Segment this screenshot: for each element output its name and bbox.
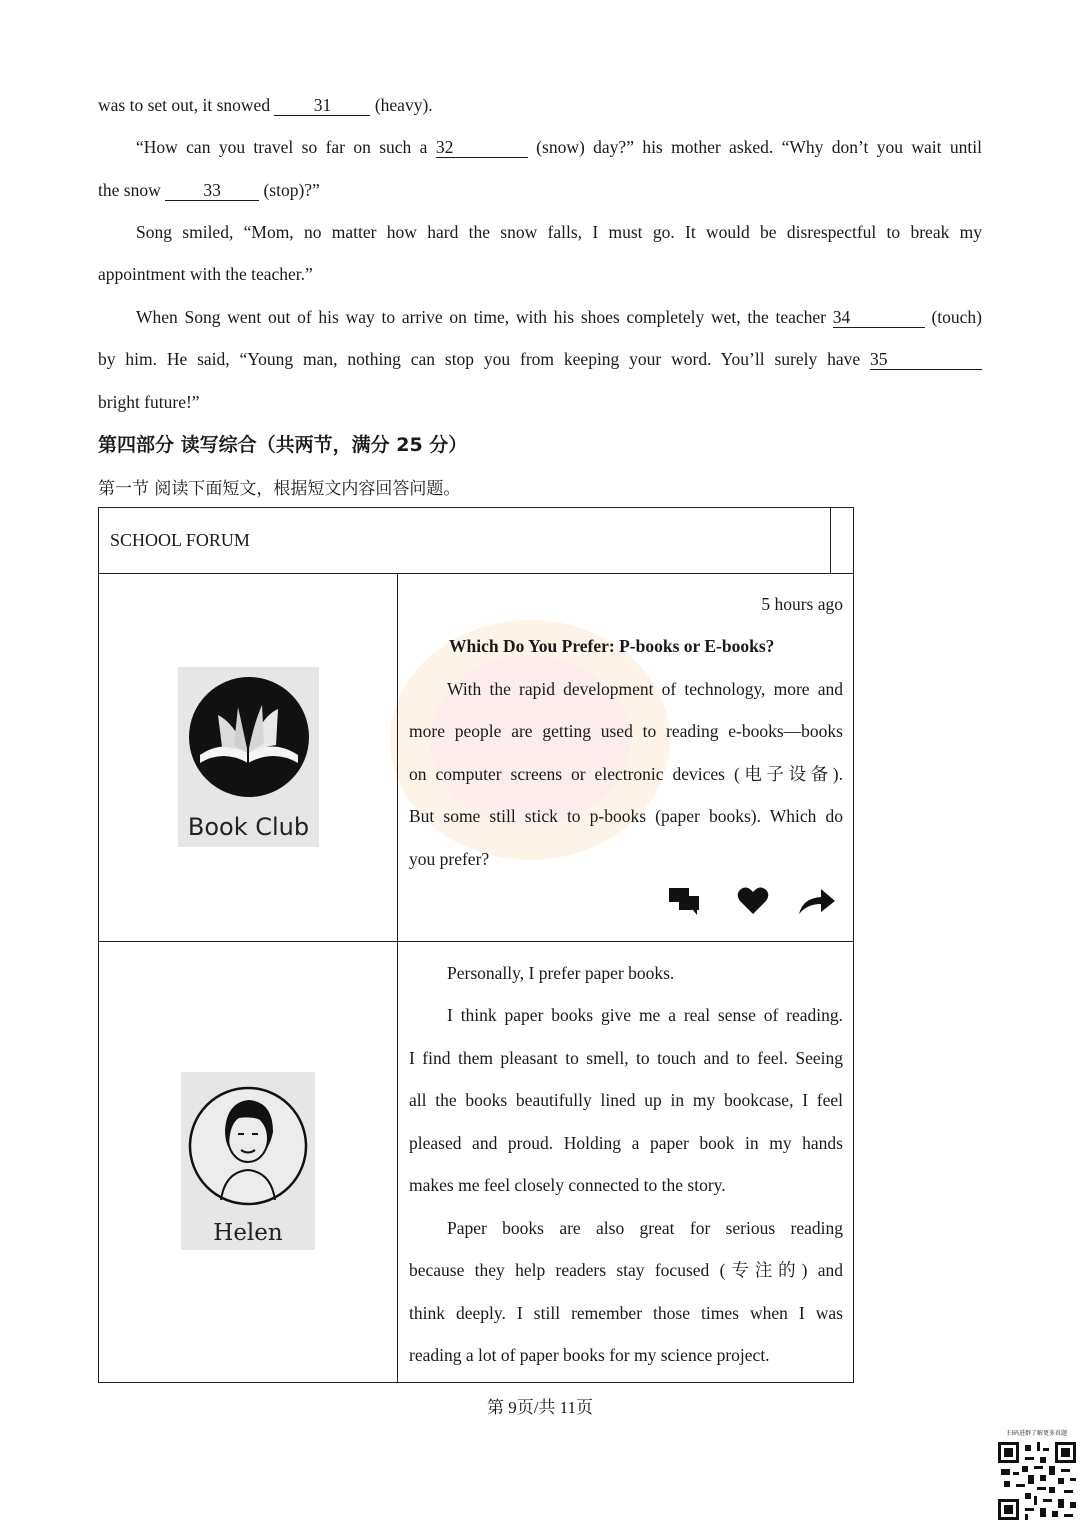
heart-icon[interactable]: [737, 886, 769, 916]
forum-title: SCHOOL FORUM: [110, 530, 250, 550]
column-divider: [397, 573, 398, 1382]
page-number: 第 9页/共 11页: [486, 1398, 594, 1417]
reply-line-4: all the books beautifully lined up in my bookcase, I feel: [409, 1090, 843, 1110]
passage-line-2: “How can you travel so far on such a 32 (snow) day?” his mother asked. “Why don’t you wait until: [136, 137, 982, 157]
passage-line-4: Song smiled, “Mom, no matter how hard the snow falls, I must go. It would be disrespectful to break my: [136, 222, 982, 242]
reply-line-1: Personally, I prefer paper books.: [447, 963, 675, 983]
reply-line-5: pleased and proud. Holding a paper book in my hands: [409, 1133, 843, 1153]
reply-line-8: because they help readers stay focused (专注的) and: [409, 1260, 843, 1280]
passage-line-8: bright future!”: [98, 392, 200, 412]
comment-icon[interactable]: [667, 886, 703, 916]
reply-line-10: reading a lot of paper books for my science project.: [409, 1345, 770, 1365]
forum-header: [99, 508, 831, 573]
passage-line-6: When Song went out of his way to arrive on time, with his shoes completely wet, the teacher 34 (touch): [136, 307, 982, 327]
section-subheading: 第一节 阅读下面短文，根据短文内容回答问题。: [98, 479, 461, 499]
book-club-avatar: [178, 667, 319, 847]
book-club-label: Book Club: [187, 813, 310, 841]
blank-34: 34: [833, 307, 925, 328]
blank-31: 31: [274, 95, 370, 116]
girl-portrait-icon: [181, 1072, 315, 1222]
reply-line-2: I think paper books give me a real sense of reading.: [447, 1005, 843, 1025]
school-forum-table: [98, 507, 854, 1383]
helen-avatar: [181, 1072, 315, 1250]
qr-caption: 扫码进群了解更多真题: [1006, 1430, 1067, 1437]
reply-line-6: makes me feel closely connected to the story.: [409, 1175, 726, 1195]
blank-35: 35: [870, 349, 982, 370]
section-heading: 第四部分 读写综合（共两节，满分 25 分）: [98, 434, 468, 456]
qr-code-icon[interactable]: [998, 1442, 1076, 1520]
passage-line-7: by him. He said, “Young man, nothing can stop you from keeping your word. You’ll surely have 35: [98, 347, 982, 371]
reply-line-7: Paper books are also great for serious reading: [447, 1218, 843, 1238]
reply-line-3: I find them pleasant to smell, to touch and to feel. Seeing: [409, 1048, 843, 1068]
post-actions: [659, 886, 839, 922]
post-line-2: more people are getting used to reading e-books—books: [409, 721, 843, 741]
post-line-1: With the rapid development of technology, more and: [447, 679, 843, 699]
post-line-5: you prefer?: [409, 849, 490, 869]
post-time: 5 hours ago: [761, 594, 843, 614]
passage-line-1: was to set out, it snowed 31 (heavy).: [98, 95, 433, 115]
post-line-3: on computer screens or electronic devices (电子设备).: [409, 764, 843, 784]
share-icon[interactable]: [797, 886, 837, 916]
header-divider: [99, 573, 853, 574]
blank-33: 33: [165, 180, 259, 201]
post-title: Which Do You Prefer: P-books or E-books?: [449, 636, 775, 656]
row-divider: [99, 941, 853, 942]
passage-line-5: appointment with the teacher.”: [98, 264, 313, 284]
passage-line-3: the snow 33 (stop)?”: [98, 180, 320, 200]
helen-label: Helen: [213, 1220, 283, 1246]
open-book-icon: [178, 667, 319, 807]
reply-line-9: think deeply. I still remember those times when I was: [409, 1303, 843, 1323]
blank-32: 32: [436, 137, 528, 158]
post-line-4: But some still stick to p-books (paper books). Which do: [409, 806, 843, 826]
